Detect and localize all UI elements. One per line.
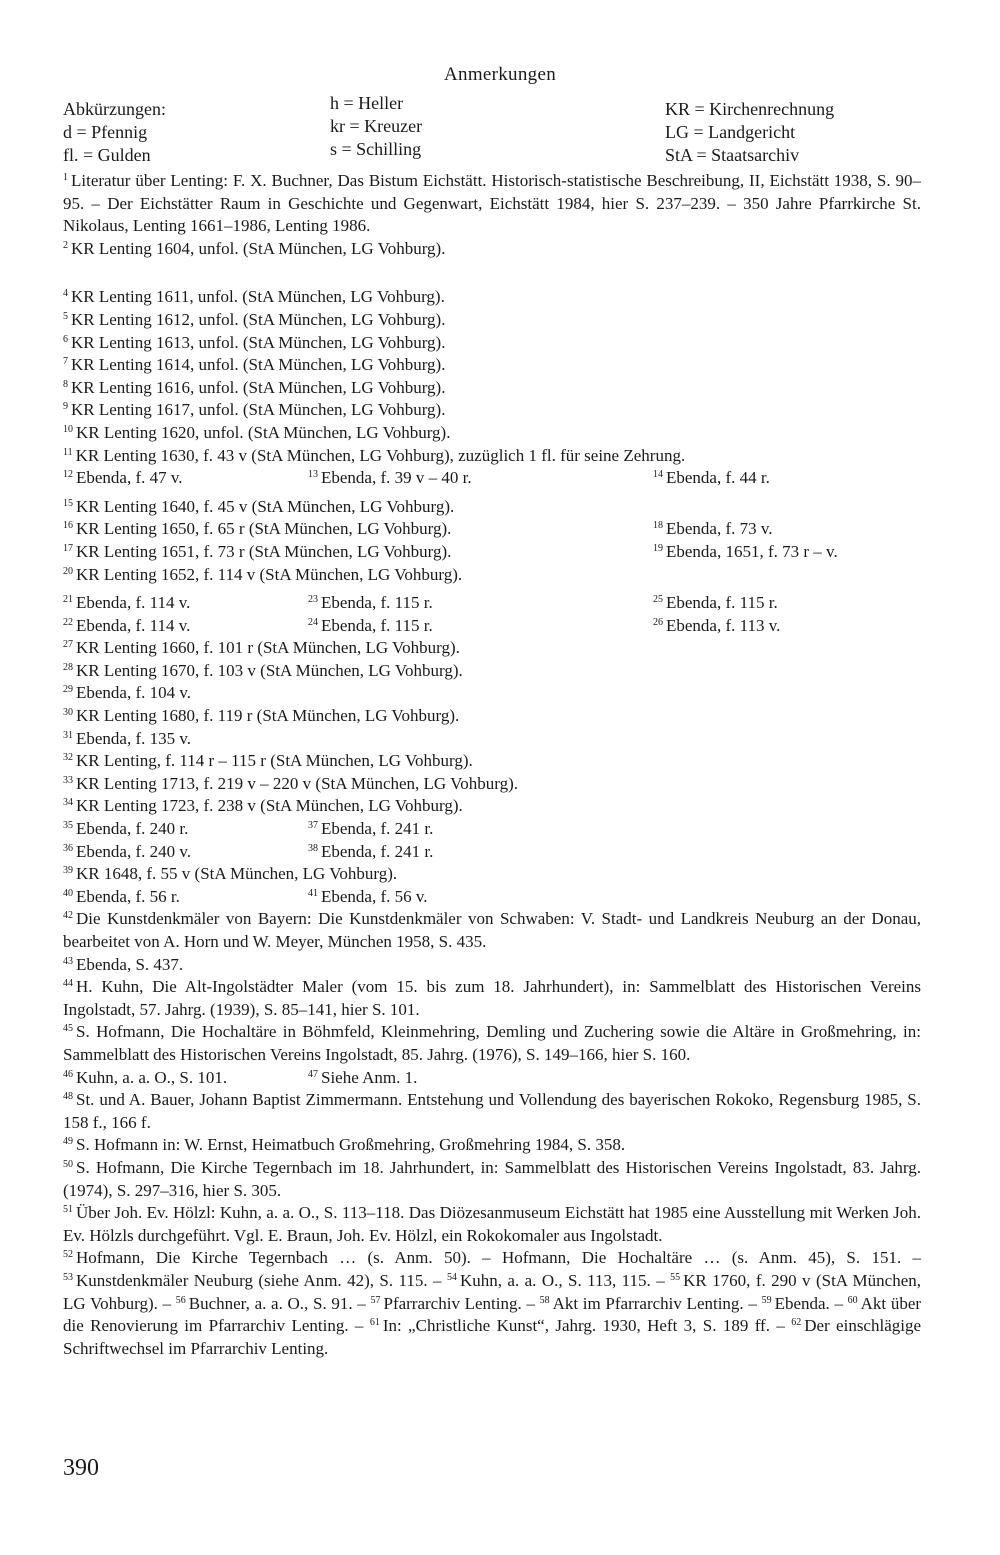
footnote-number: 10 — [63, 423, 73, 435]
footnote-number: 48 — [63, 1091, 73, 1103]
footnote — [63, 750, 921, 773]
footnote-number: 35 — [63, 820, 73, 832]
footnote-number: 52 — [63, 1249, 73, 1261]
footnote-run — [63, 1247, 921, 1360]
footnote-text: In: „Christliche Kunst“, Jahrg. 1930, Heft 3, S. 189 ff. – — [382, 1316, 785, 1336]
footnote — [63, 818, 188, 841]
footnote — [63, 170, 921, 238]
footnote-text: KR Lenting 1640, f. 45 v (StA München, LG Vohburg). — [76, 496, 455, 516]
footnote-number: 47 — [308, 1068, 318, 1080]
footnote-number: 19 — [653, 542, 663, 554]
footnote — [308, 818, 433, 841]
footnote-number: 41 — [308, 887, 318, 899]
footnote-text: Kunstdenkmäler Neuburg (siehe Anm. 42), S. 115. – — [76, 1270, 442, 1290]
footnote-text: KR Lenting 1660, f. 101 r (StA München, LG Vohburg). — [76, 638, 460, 658]
footnote-number: 8 — [63, 378, 68, 390]
footnote-number: 49 — [63, 1136, 73, 1148]
footnote — [63, 976, 921, 1021]
footnote-text: KR Lenting 1617, unfol. (StA München, LG Vohburg). — [71, 400, 446, 420]
footnote-text: S. Hofmann, Die Hochaltäre in Böhmfeld, Kleinmehring, Demling und Zuchering sowie die Altäre in Großmehring, in: Sammelblatt des Historischen Vereins Ingolstadt, 85. Jahrg. (1976), S. 149–166, hier S. 160. — [63, 1022, 921, 1064]
footnote-text: Ebenda, f. 114 v. — [76, 593, 191, 613]
footnote — [63, 615, 190, 638]
footnote-number: 1 — [63, 172, 68, 183]
footnote-text: Ebenda, f. 115 r. — [321, 593, 433, 613]
footnote-number: 56 — [175, 1294, 186, 1306]
footnote — [63, 564, 462, 587]
footnote — [63, 354, 921, 377]
footnote-text: Über Joh. Ev. Hölzl: Kuhn, a. a. O., S. 113–118. Das Diözesanmuseum Eichstätt hat 1985 eine Ausstellung mit Werken Joh. Ev. Hölzls durchgeführt. Vgl. E. Braun, Joh. Ev. Hölzl, ein Rokokomaler aus Ingolstadt. — [63, 1203, 921, 1245]
footnote-text: Ebenda, f. 47 v. — [76, 468, 183, 488]
footnote — [308, 886, 428, 909]
footnote-text: Ebenda, f. 44 r. — [666, 468, 770, 488]
footnote-row — [63, 615, 921, 638]
footnote-text: Ebenda, f. 39 v – 40 r. — [321, 468, 472, 488]
footnote — [63, 377, 921, 400]
footnote-text: Akt im Pfarrarchiv Lenting. – — [552, 1293, 757, 1313]
footnote-text: Siehe Anm. 1. — [321, 1067, 418, 1087]
footnote-text: Literatur über Lenting: F. X. Buchner, Das Bistum Eichstätt. Historisch-statistische Beschreibung, II, Eichstätt 1938, S. 90–95. – Der Eichstätter Raum in Geschichte und Gegenwart, Eichstätt 1984, hier S. 237–239. – 350 Jahre Pfarrkirche St. Nikolaus, Lenting 1661–1986, Lenting 1986. — [63, 171, 921, 236]
footnote-number: 55 — [670, 1271, 681, 1283]
footnote — [63, 445, 921, 468]
footnote — [63, 728, 921, 751]
footnote-text: Ebenda, f. 240 r. — [76, 819, 189, 839]
footnote — [63, 467, 183, 490]
footnote-number: 32 — [63, 752, 73, 764]
footnote-number: 7 — [63, 356, 68, 368]
abbreviation-item: kr = Kreuzer — [330, 116, 423, 136]
footnote-text: Ebenda, f. 241 r. — [321, 841, 434, 861]
footnote-number: 53 — [63, 1271, 73, 1283]
footnote-text: Ebenda, S. 437. — [76, 954, 184, 974]
abbreviation-item: s = Schilling — [330, 139, 422, 159]
footnote — [63, 422, 921, 445]
footnote-number: 44 — [63, 978, 73, 990]
footnote-text: Die Kunstdenkmäler von Bayern: Die Kunstdenkmäler von Schwaben: V. Stadt- und Landkreis Neuburg an der Donau, bearbeitet von A. Horn und W. Meyer, München 1958, S. 435. — [63, 909, 921, 951]
footnote-text: KR 1648, f. 55 v (StA München, LG Vohburg). — [76, 864, 398, 884]
footnote-number: 17 — [63, 542, 73, 554]
footnote — [308, 841, 433, 864]
footnote-row — [63, 467, 921, 490]
footnote-text: Ebenda, f. 135 v. — [76, 728, 192, 748]
footnote-text: KR Lenting 1670, f. 103 v (StA München, LG Vohburg). — [76, 660, 463, 680]
abbreviations-heading: Abkürzungen: — [63, 99, 166, 119]
footnote — [63, 592, 190, 615]
footnote — [63, 908, 921, 953]
footnote-number: 50 — [63, 1158, 73, 1170]
abbreviation-item: LG = Landgericht — [665, 122, 796, 142]
footnote-number: 34 — [63, 797, 73, 809]
footnote — [63, 496, 454, 519]
footnote-number: 6 — [63, 333, 68, 345]
footnote — [63, 705, 921, 728]
footnote-number: 46 — [63, 1068, 73, 1080]
footnote-number: 22 — [63, 616, 73, 628]
abbreviation-item: KR = Kirchenrechnung — [665, 99, 835, 119]
footnote-number: 28 — [63, 661, 73, 673]
abbreviations-column-2 — [330, 92, 422, 161]
abbreviation-item: d = Pfennig — [63, 122, 148, 142]
footnote-text: KR Lenting 1651, f. 73 r (StA München, LG Vohburg). — [76, 541, 452, 561]
footnote-number: 21 — [63, 594, 73, 606]
footnote-row — [63, 541, 921, 564]
footnote-number: 43 — [63, 955, 73, 967]
footnote-text: KR Lenting 1680, f. 119 r (StA München, LG Vohburg). — [76, 706, 460, 726]
footnote-text: Ebenda, f. 73 v. — [666, 519, 773, 539]
footnote-row — [63, 886, 921, 909]
footnote — [63, 238, 921, 261]
footnote — [63, 1067, 227, 1090]
footnote-number: 33 — [63, 774, 73, 786]
footnote-text: Ebenda, f. 56 v. — [321, 886, 428, 906]
footnote-text: Ebenda, f. 240 v. — [76, 841, 192, 861]
footnote-text: KR Lenting 1613, unfol. (StA München, LG Vohburg). — [71, 332, 446, 352]
footnote — [308, 592, 433, 615]
footnote — [63, 1021, 921, 1066]
footnote-text: KR 1760, f. 290 v (StA München, LG Vohburg). – — [63, 1270, 922, 1313]
footnote-number: 61 — [369, 1317, 380, 1329]
abbreviation-item: h = Heller — [330, 93, 404, 113]
footnote-number: 13 — [308, 469, 318, 481]
footnote — [63, 1134, 921, 1157]
page-title: Anmerkungen — [444, 64, 556, 85]
footnote-number: 12 — [63, 469, 73, 481]
footnote — [63, 795, 921, 818]
footnote-number: 29 — [63, 684, 73, 696]
footnote-text: S. Hofmann, Die Kirche Tegernbach im 18. Jahrhundert, in: Sammelblatt des Historischen Vereins Ingolstadt, 83. Jahrg. (1974), S. 297–316, hier S. 305. — [63, 1157, 921, 1200]
footnote-text: Ebenda, f. 241 r. — [321, 819, 434, 839]
footnote-number: 25 — [653, 594, 663, 606]
footnote-number: 27 — [63, 639, 73, 651]
footnote — [63, 682, 921, 705]
footnote — [308, 1067, 417, 1090]
footnote-number: 9 — [63, 401, 68, 413]
footnote-text: KR Lenting 1713, f. 219 v – 220 v (StA München, LG Vohburg). — [76, 773, 518, 793]
footnote-number: 62 — [791, 1317, 802, 1329]
footnote-text: KR Lenting 1612, unfol. (StA München, LG Vohburg). — [71, 309, 446, 329]
footnote-number: 58 — [539, 1294, 550, 1306]
footnote-text: KR Lenting, f. 114 r – 115 r (StA München, LG Vohburg). — [76, 751, 473, 771]
footnote — [63, 399, 921, 422]
footnote — [63, 637, 921, 660]
footnote — [63, 841, 191, 864]
footnote-text: H. Kuhn, Die Alt-Ingolstädter Maler (vom 15. bis zum 18. Jahrhundert), in: Sammelblatt des Historischen Vereins Ingolstadt, 57. Jahrg. (1939), S. 85–141, hier S. 101. — [63, 977, 921, 1019]
footnote-text: Ebenda, f. 115 r. — [666, 593, 778, 613]
footnote-number: 51 — [63, 1204, 73, 1216]
abbreviation-item: fl. = Gulden — [63, 145, 151, 165]
footnote — [63, 954, 921, 977]
footnote — [653, 592, 778, 615]
footnote-text: KR Lenting 1630, f. 43 v (StA München, LG Vohburg), zuzüglich 1 fl. für seine Zehrung. — [75, 445, 686, 465]
footnote — [63, 518, 451, 541]
footnote-number: 20 — [63, 565, 73, 577]
footnote — [653, 541, 838, 564]
footnotes — [63, 170, 921, 1360]
footnote-row — [63, 818, 921, 841]
footnote-number: 38 — [308, 842, 318, 854]
footnote — [63, 1089, 921, 1134]
footnote-text: Kuhn, a. a. O., S. 101. — [76, 1067, 228, 1087]
footnote-text: KR Lenting 1650, f. 65 r (StA München, LG Vohburg). — [76, 519, 452, 539]
footnote-text: KR Lenting 1723, f. 238 v (StA München, LG Vohburg). — [76, 796, 463, 816]
footnote-text: Ebenda, 1651, f. 73 r – v. — [666, 541, 838, 561]
footnote-number: 31 — [63, 729, 73, 741]
footnote-number: 37 — [308, 820, 318, 832]
footnote-number: 16 — [63, 520, 73, 532]
footnote — [63, 309, 921, 332]
footnote-text: KR Lenting 1616, unfol. (StA München, LG Vohburg). — [71, 377, 446, 397]
footnote — [653, 467, 770, 490]
footnote-number: 39 — [63, 865, 73, 877]
footnote-number: 30 — [63, 707, 73, 719]
footnote-text: Der einschlägige Schriftwechsel im Pfarrarchiv Lenting. — [63, 1316, 922, 1358]
footnote-number: 42 — [63, 910, 73, 922]
footnote — [63, 773, 921, 796]
footnote-row — [63, 841, 921, 864]
footnote-text: KR Lenting 1652, f. 114 v (StA München, LG Vohburg). — [76, 564, 463, 584]
footnote-number: 14 — [653, 469, 663, 481]
footnote-number: 23 — [308, 594, 318, 606]
footnote — [63, 1157, 921, 1202]
footnote — [63, 863, 921, 886]
abbreviations-column-1 — [63, 98, 166, 167]
footnote-text: St. und A. Bauer, Johann Baptist Zimmermann. Entstehung und Vollendung des bayerischen Rokoko, Regensburg 1985, S. 158 f., 166 f. — [63, 1090, 921, 1132]
footnote — [63, 286, 921, 309]
footnote-text: KR Lenting 1604, unfol. (StA München, LG Vohburg). — [71, 238, 446, 258]
footnote-number: 36 — [63, 842, 73, 854]
page-number: 390 — [63, 1455, 99, 1481]
footnote-row — [63, 564, 921, 587]
footnote-number: 15 — [63, 497, 73, 509]
footnote-number: 5 — [63, 310, 68, 322]
footnote-number: 40 — [63, 887, 73, 899]
footnote-row — [63, 496, 921, 519]
footnote — [63, 660, 921, 683]
footnote-text: Ebenda, f. 56 r. — [76, 886, 180, 906]
footnote — [308, 615, 433, 638]
footnote-text: KR Lenting 1611, unfol. (StA München, LG Vohburg). — [71, 287, 445, 307]
footnote — [653, 518, 773, 541]
footnote — [308, 467, 472, 490]
footnote-number: 45 — [63, 1023, 73, 1035]
footnote-number: 4 — [63, 288, 68, 300]
footnote-number: 11 — [63, 446, 73, 458]
footnote-number: 26 — [653, 616, 663, 628]
footnote-number: 60 — [847, 1294, 858, 1306]
abbreviations-column-3 — [665, 98, 834, 167]
footnote-text: Akt über die Renovierung im Pfarrarchiv Lenting. – — [63, 1293, 922, 1336]
footnote-number: 2 — [63, 239, 68, 251]
footnote — [653, 615, 780, 638]
footnote-text: Ebenda, f. 113 v. — [666, 615, 781, 635]
footnote-text: Hofmann, Die Kirche Tegernbach … (s. Anm. 50). – Hofmann, Die Hochaltäre … (s. Anm. 45), S. 151. – — [76, 1248, 921, 1268]
footnote-number: 59 — [761, 1294, 772, 1306]
footnote-text: S. Hofmann in: W. Ernst, Heimatbuch Großmehring, Großmehring 1984, S. 358. — [76, 1135, 626, 1155]
footnote — [63, 332, 921, 355]
footnote-text: Pfarrarchiv Lenting. – — [383, 1293, 535, 1313]
footnote — [63, 541, 451, 564]
footnote-text: Ebenda, f. 114 v. — [76, 615, 191, 635]
abbreviation-item: StA = Staatsarchiv — [665, 145, 800, 165]
footnote-number: 54 — [446, 1271, 457, 1283]
footnote-text: KR Lenting 1614, unfol. (StA München, LG Vohburg). — [71, 355, 446, 375]
footnote — [63, 1202, 921, 1247]
footnote-text: Ebenda, f. 104 v. — [76, 683, 192, 703]
footnote-row — [63, 592, 921, 615]
footnote-text: Kuhn, a. a. O., S. 113, 115. – — [459, 1270, 665, 1290]
footnote-row — [63, 518, 921, 541]
footnote-text: Ebenda, f. 115 r. — [321, 615, 433, 635]
footnote-number: 18 — [653, 520, 663, 532]
footnote-number: 57 — [370, 1294, 381, 1306]
footnote — [63, 886, 180, 909]
footnote-text: Ebenda. – — [774, 1293, 843, 1313]
footnote-number: 24 — [308, 616, 318, 628]
footnote-row — [63, 1067, 921, 1090]
footnote-text: KR Lenting 1620, unfol. (StA München, LG Vohburg). — [76, 422, 451, 442]
footnote-text: Buchner, a. a. O., S. 91. – — [188, 1293, 366, 1313]
